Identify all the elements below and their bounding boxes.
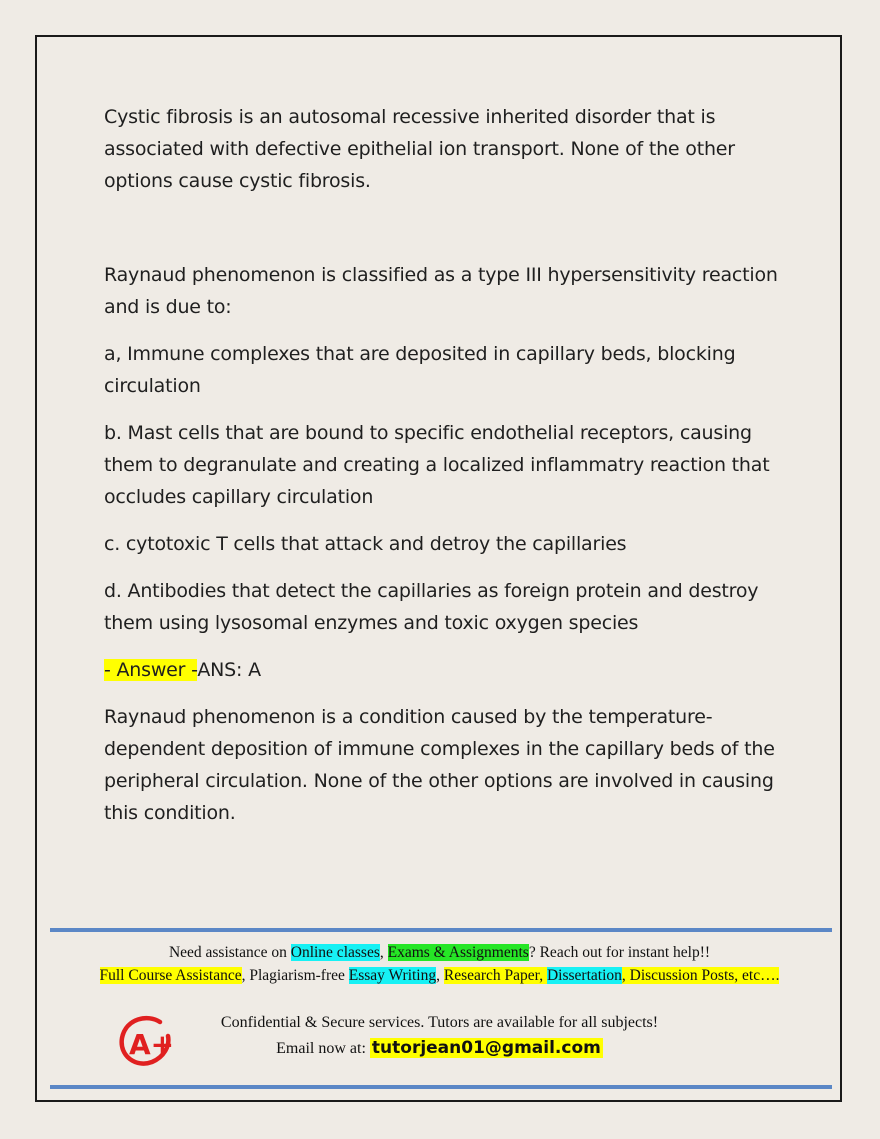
discussion-posts-link[interactable]: , Discussion Posts, etc…. [621,967,780,984]
footer-bottom-rule [50,1085,832,1089]
footer-line-2 [37,967,842,985]
question-text: Raynaud phenomenon is classified as a type III hypersensitivity reaction and is due to: [104,264,778,318]
paragraph-cystic-fibrosis: Cystic fibrosis is an autosomal recessive inherited disorder that is associated with defective epithelial ion transport. None of the other options cause cystic fibrosis. [104,106,735,192]
option-a: a, Immune complexes that are deposited in capillary beds, blocking circulation [104,343,736,397]
option-c: c. cytotoxic T cells that attack and detroy the capillaries [104,533,627,555]
email-prefix: Email now at: [276,1040,370,1057]
logo-text: A+ [129,1028,174,1061]
explanation-text: Raynaud phenomenon is a condition caused by the temperature-dependent deposition of immune complexes in the capillary beds of the peripheral circulation. None of the other options are involved in causing this condition. [104,706,775,824]
footer-text: Need assistance on [168,944,291,961]
footer-confidential: Confidential & Secure services. Tutors are available for all subjects! [220,1014,659,1031]
document-body [104,101,794,829]
footer-text: , [436,967,444,984]
footer-text: , [379,944,388,961]
full-course-link[interactable]: Full Course Assistance [99,967,242,984]
answer-line [104,654,794,686]
email-link[interactable]: tutorjean01@gmail.com [371,1038,601,1058]
answer-value: ANS: A [197,659,261,681]
footer-line-1 [37,944,842,962]
essay-writing-link[interactable]: Essay Writing [348,967,437,984]
answer-label: - Answer - [104,659,198,681]
dissertation-link[interactable]: Dissertation [546,967,622,984]
footer-text: , Plagiarism-free [241,967,349,984]
footer-email-line [37,1038,842,1058]
option-b: b. Mast cells that are bound to specific endothelial receptors, causing them to degranulate and creating a localized inflammatry reaction that occludes capillary circulation [104,422,770,508]
online-classes-link[interactable]: Online classes [290,944,380,961]
option-d: d. Antibodies that detect the capillaries as foreign protein and destroy them using lysosomal enzymes and toxic oxygen species [104,580,759,634]
footer-top-rule [50,928,832,932]
research-paper-link[interactable]: Research Paper, [443,967,547,984]
exams-assignments-link[interactable]: Exams & Assignments [387,944,529,961]
footer-text: ? Reach out for instant help!! [528,944,711,961]
